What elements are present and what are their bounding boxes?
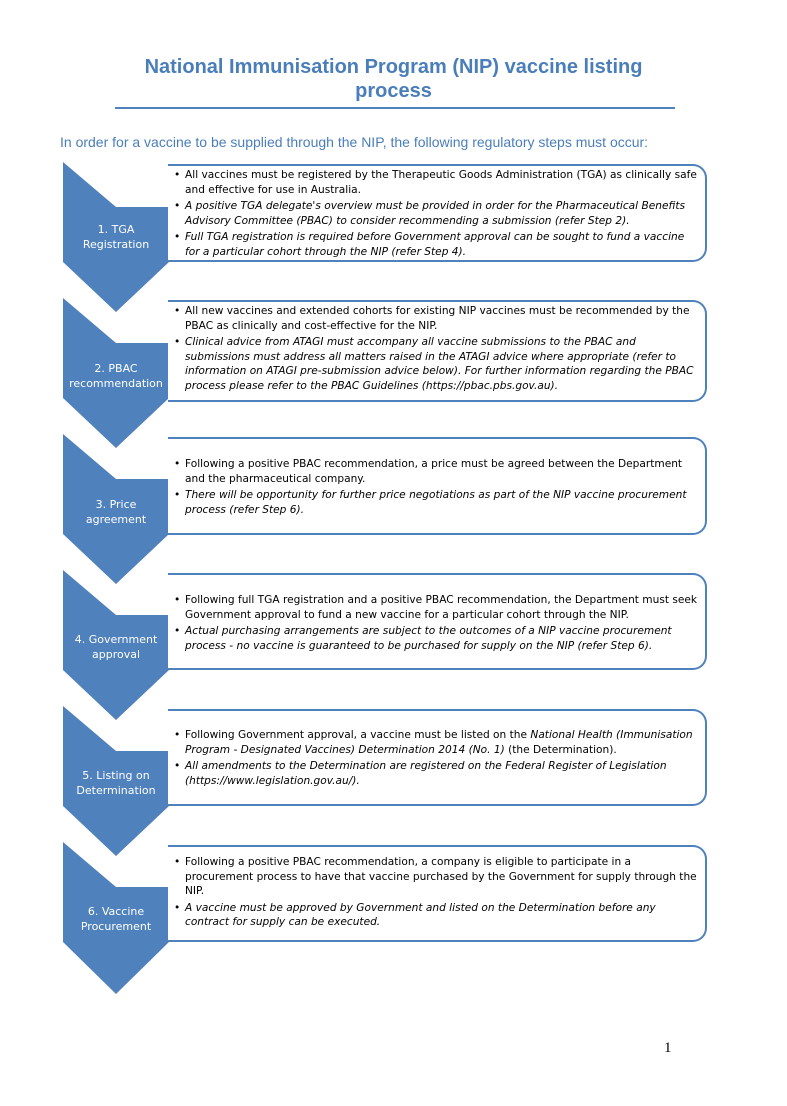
step-3-bullet-2: • There will be opportunity for further price negotiations as part of the NIP vaccine procurement process (refer Step 6). [174,488,699,517]
title-divider [115,107,675,109]
step-5-bullet-1-suffix: (the Determination). [504,743,617,756]
step-2-bullet-2: • Clinical advice from ATAGI must accompany all vaccine submissions to the PBAC and submissions must address all matters raised in the ATAGI advice where appropriate (refer to information on ATAGI pre-submission advice below). For further information regarding the PBAC process please refer to the PBAC Guidelines (https://pbac.pbs.gov.au). [174,335,699,393]
step-5-box [168,709,707,806]
step-6-label-line1: 6. Vaccine [87,905,145,918]
step-4-bullet-1: • Following full TGA registration and a positive PBAC recommendation, the Department must seek Government approval to fund a new vaccine for a particular cohort through the NIP. [174,593,699,622]
step-1-bullet-2: • A positive TGA delegate's overview must be provided in order for the Pharmaceutical Benefits Advisory Committee (PBAC) to consider recommending a submission (refer Step 2). [174,199,699,228]
step-6-label [63,904,169,934]
step-5-bullet-1-text: Following Government approval, a vaccine must be listed on the [185,729,531,741]
step-2-label [63,361,169,391]
step-6-box [168,845,707,942]
step-2-box [168,300,707,402]
step-2-label-line2: recommendation [69,377,163,390]
step-1-label [63,222,169,252]
step-2-chevron [63,298,169,448]
step-1-label-line1: 1. TGA [97,223,135,236]
step-4-box [168,573,707,670]
step-3-label-line1: 3. Price [95,498,137,511]
step-4-label [63,632,169,662]
step-4-chevron [63,570,169,720]
step-3-box [168,437,707,535]
intro-text: In order for a vaccine to be supplied through the NIP, the following regulatory steps must occur: [60,134,649,150]
step-5-bullet-1 [174,728,699,757]
step-4-bullet-2: • Actual purchasing arrangements are subject to the outcomes of a NIP vaccine procurement process - no vaccine is guaranteed to be purchased for supply on the NIP (refer Step 6). [174,624,699,653]
step-5-chevron [63,706,169,856]
step-3-label [63,497,169,527]
step-3-chevron [63,434,169,584]
step-5-bullet-2: • All amendments to the Determination are registered on the Federal Register of Legislation (https://www.legislation.gov.au/). [174,759,699,788]
page-title-line2: process [355,80,432,102]
step-2-label-line1: 2. PBAC [94,362,138,375]
step-2-bullet-1: • All new vaccines and extended cohorts for existing NIP vaccines must be recommended by the PBAC as clinically and cost-effective for the NIP. [174,304,699,333]
step-4-label-line1: 4. Government [74,633,158,646]
step-1-chevron [63,162,169,312]
step-1-bullet-1: • All vaccines must be registered by the Therapeutic Goods Administration (TGA) as clinically safe and effective for use in Australia. [174,168,699,197]
step-5-label [63,768,169,798]
determination-title: National Health (Immunisation Program - Designated Vaccines) Determination 2014 (No. 1) [185,729,693,756]
step-3-label-line2: agreement [85,513,147,526]
page-title [0,55,787,103]
step-6-bullet-2: • A vaccine must be approved by Government and listed on the Determination before any contract for supply can be executed. [174,901,699,930]
step-1-bullet-3: • Full TGA registration is required before Government approval can be sought to fund a vaccine for a particular cohort through the NIP (refer Step 4). [174,230,699,259]
page-title-line1: National Immunisation Program (NIP) vaccine listing [144,56,643,78]
step-1-box [168,164,707,262]
step-3-bullet-1: • Following a positive PBAC recommendation, a price must be agreed between the Department and the pharmaceutical company. [174,457,699,486]
step-5-label-line1: 5. Listing on [82,769,150,782]
step-6-chevron [63,842,169,992]
step-6-bullet-1: • Following a positive PBAC recommendation, a company is eligible to participate in a procurement process to have that vaccine purchased by the Government for supply through the NIP. [174,855,699,899]
step-4-label-line2: approval [91,648,141,661]
step-1-label-line2: Registration [82,238,150,251]
page-number: 1 [664,1040,672,1056]
step-5-label-line2: Determination [76,784,156,797]
step-6-label-line2: Procurement [80,920,152,933]
